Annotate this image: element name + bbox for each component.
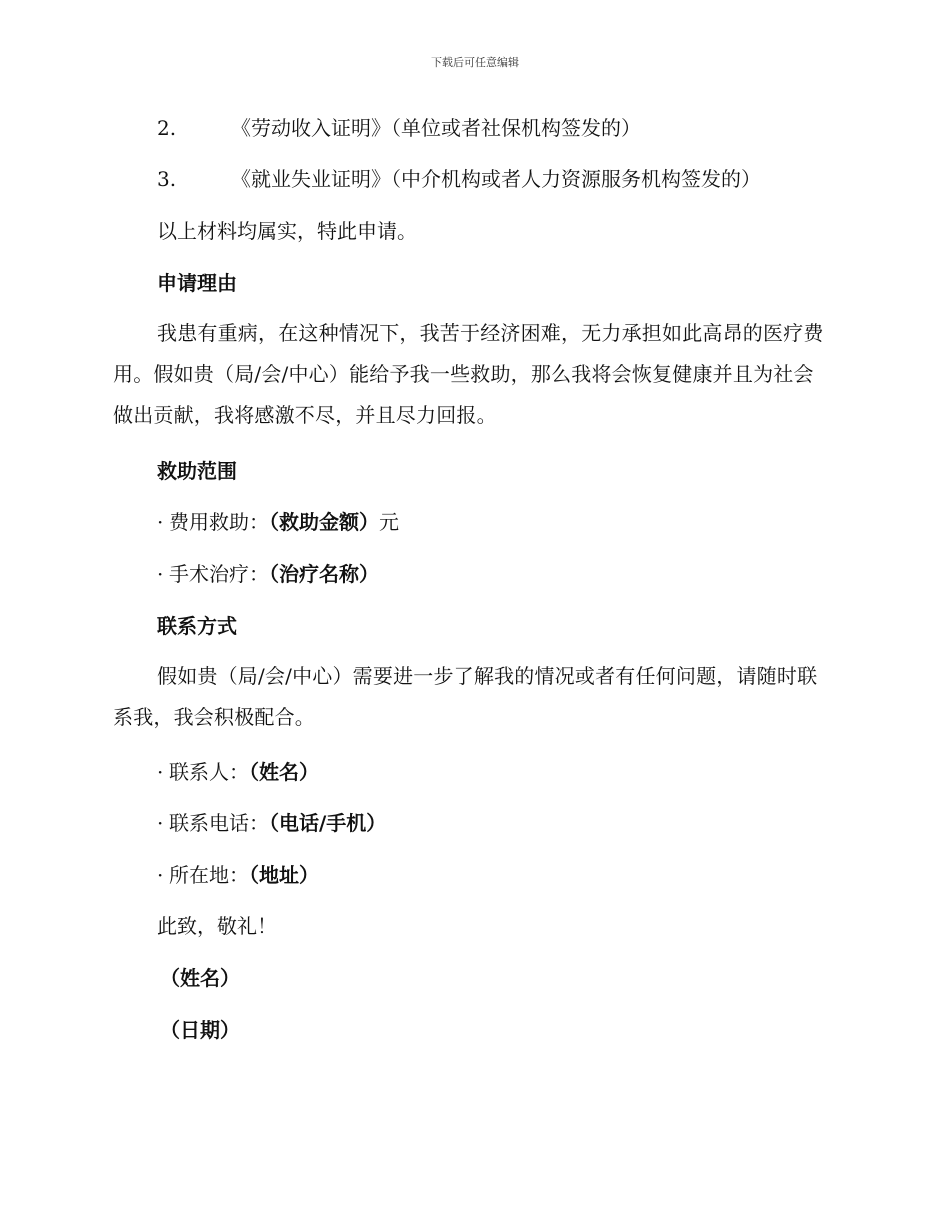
scope-value: （治疗名称） bbox=[269, 562, 379, 586]
reason-body bbox=[113, 313, 829, 436]
scope-heading: 救助范围 bbox=[157, 459, 237, 483]
bullet: · bbox=[157, 760, 164, 784]
contact-heading: 联系方式 bbox=[157, 614, 237, 638]
contact-label: 联系电话： bbox=[169, 811, 269, 835]
scope-label: 费用救助： bbox=[169, 510, 269, 534]
declaration: 以上材料均属实，特此申请。 bbox=[157, 219, 417, 243]
contact-body bbox=[113, 656, 829, 738]
material-item-2 bbox=[157, 113, 641, 143]
scope-suffix: 元 bbox=[379, 510, 399, 534]
contact-value: （电话/手机） bbox=[269, 811, 387, 835]
contact-text: 假如贵（局/会/中心）需要进一步了解我的情况或者有任何问题，请随时联系我，我会积极配合。 bbox=[113, 664, 818, 729]
contact-item-phone bbox=[157, 808, 386, 838]
contact-label: 联系人： bbox=[169, 760, 249, 784]
contact-item-person bbox=[157, 757, 319, 787]
scope-label: 手术治疗： bbox=[169, 562, 269, 586]
contact-label: 所在地： bbox=[169, 863, 249, 887]
contact-value: （姓名） bbox=[249, 760, 319, 784]
bullet: · bbox=[157, 562, 164, 586]
bullet: · bbox=[157, 510, 164, 534]
item-text: 《就业失业证明》（中介机构或者人力资源服务机构签发的） bbox=[231, 167, 761, 191]
material-item-3 bbox=[157, 164, 761, 194]
item-number: 3. bbox=[157, 167, 177, 191]
bullet: · bbox=[157, 863, 164, 887]
contact-item-address bbox=[157, 860, 319, 890]
contact-value: （地址） bbox=[249, 863, 319, 887]
scope-value: （救助金额） bbox=[269, 510, 379, 534]
scope-item-fee bbox=[157, 507, 399, 537]
signature-name: （姓名） bbox=[160, 966, 240, 990]
bullet: · bbox=[157, 811, 164, 835]
item-text: 《劳动收入证明》（单位或者社保机构签发的） bbox=[231, 116, 641, 140]
reason-text: 我患有重病，在这种情况下，我苦于经济困难，无力承担如此高昂的医疗费用。假如贵（局/会/中心）能给予我一些救助，那么我将会恢复健康并且为社会做出贡献，我将感激不尽，并且尽力回报。 bbox=[113, 321, 824, 427]
reason-heading: 申请理由 bbox=[157, 271, 237, 295]
closing: 此致，敬礼！ bbox=[157, 914, 277, 938]
scope-item-surgery bbox=[157, 559, 379, 589]
page-header: 下载后可任意编辑 bbox=[431, 56, 519, 69]
item-number: 2. bbox=[157, 116, 177, 140]
signature-date: （日期） bbox=[160, 1018, 240, 1042]
